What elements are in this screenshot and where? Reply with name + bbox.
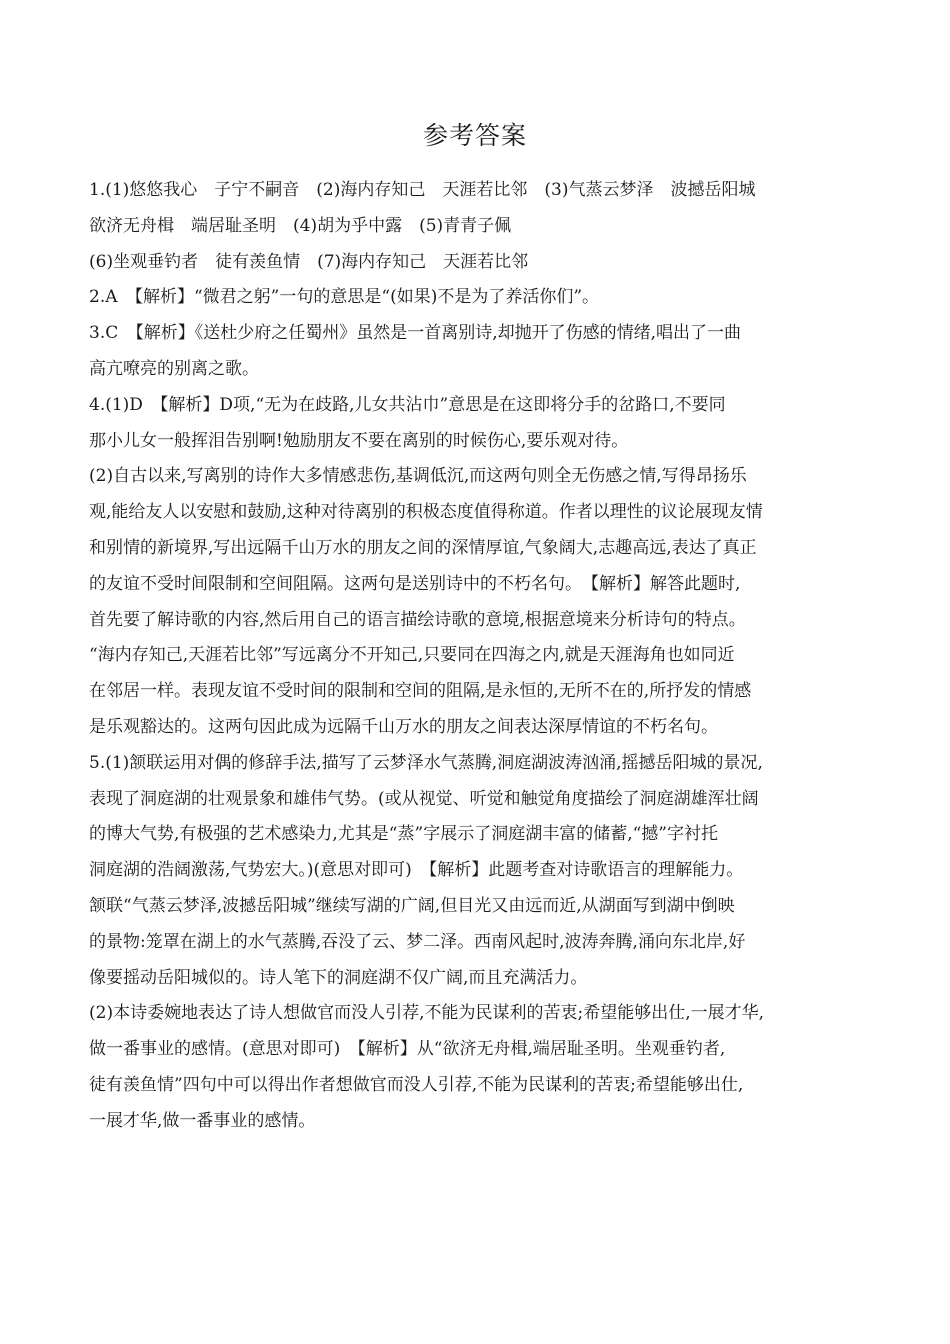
text-line: 是乐观豁达的。这两句因此成为远隔千山万水的朋友之间表达深厚情谊的不朽名句。	[89, 716, 718, 737]
text-line: 高亢嘹亮的别离之歌。	[89, 358, 259, 379]
text-line: (2)本诗委婉地表达了诗人想做官而没人引荐,不能为民谋利的苦衷;希望能够出仕,一展才华,	[89, 1003, 765, 1024]
text-line: 的景物:笼罩在湖上的水气蒸腾,吞没了云、梦二泽。西南风起时,波涛奔腾,涌向东北岸,好	[89, 931, 746, 952]
text-line: 的博大气势,有极强的艺术感染力,尤其是“蒸”字展示了洞庭湖丰富的储蓄,“撼”字衬托	[89, 824, 718, 845]
text-line: 观,能给友人以安慰和鼓励,这种对待离别的积极态度值得称道。作者以理性的议论展现友情	[89, 502, 763, 523]
text-line: 2.A 【解析】“微君之躬”一句的意思是“(如果)不是为了养活你们”。	[89, 287, 600, 308]
text-line: (2)自古以来,写离别的诗作大多情感悲伤,基调低沉,而这两句则全无伤感之情,写得昂扬乐	[89, 466, 747, 487]
text-line: 3.C 【解析】《送杜少府之任蜀州》虽然是一首离别诗,却抛开了伤感的情绪,唱出了一曲	[89, 323, 742, 344]
text-line: 表现了洞庭湖的壮观景象和雄伟气势。(或从视觉、听觉和触觉角度描绘了洞庭湖雄浑壮阔	[89, 788, 759, 809]
text-line: 洞庭湖的浩阔激荡,气势宏大。)(意思对即可) 【解析】此题考查对诗歌语言的理解能力。	[89, 860, 744, 881]
text-line: 做一番事业的感情。(意思对即可) 【解析】从“欲济无舟楫,端居耻圣明。坐观垂钓者,	[89, 1039, 726, 1060]
text-line: 欲济无舟楫 端居耻圣明 (4)胡为乎中露 (5)青青子佩	[89, 215, 512, 236]
text-line: 徒有羡鱼情”四句中可以得出作者想做官而没人引荐,不能为民谋利的苦衷;希望能够出仕,	[89, 1074, 744, 1095]
page-title: 参考答案	[422, 121, 527, 150]
text-line: 5.(1)颔联运用对偶的修辞手法,描写了云梦泽水气蒸腾,洞庭湖波涛汹涌,摇撼岳阳城的景况,	[89, 752, 763, 773]
text-line: 在邻居一样。表现友谊不受时间的限制和空间的阻隔,是永恒的,无所不在的,所抒发的情感	[89, 681, 752, 702]
text-line: 那小儿女一般挥泪告别啊!勉励朋友不要在离别的时候伤心,要乐观对待。	[89, 430, 629, 451]
text-line: 像要摇动岳阳城似的。诗人笔下的洞庭湖不仅广阔,而且充满活力。	[89, 967, 588, 988]
text-line: 首先要了解诗歌的内容,然后用自己的语言描绘诗歌的意境,根据意境来分析诗句的特点。	[89, 609, 746, 630]
text-line: 1.(1)悠悠我心 子宁不嗣音 (2)海内存知己 天涯若比邻 (3)气蒸云梦泽 波撼岳阳城	[89, 180, 756, 200]
text-line: (6)坐观垂钓者 徒有羡鱼情 (7)海内存知己 天涯若比邻	[89, 251, 529, 272]
text-line: 和别情的新境界,写出远隔千山万水的朋友之间的深情厚谊,气象阔大,志趣高远,表达了真正	[89, 537, 757, 558]
text-line: 一展才华,做一番事业的感情。	[89, 1110, 316, 1131]
text-line: 颔联“气蒸云梦泽,波撼岳阳城”继续写湖的广阔,但目光又由远而近,从湖面写到湖中倒映	[89, 895, 735, 916]
text-line: 4.(1)D 【解析】D项,“无为在歧路,儿女共沾巾”意思是在这即将分手的岔路口,不要同	[89, 394, 726, 415]
answer-content	[89, 173, 861, 1140]
text-line: “海内存知己,天涯若比邻”写远离分不开知己,只要同在四海之内,就是天涯海角也如同近	[89, 645, 735, 666]
text-line: 的友谊不受时间限制和空间阻隔。这两句是送别诗中的不朽名句。 【解析】解答此题时,	[89, 573, 741, 594]
